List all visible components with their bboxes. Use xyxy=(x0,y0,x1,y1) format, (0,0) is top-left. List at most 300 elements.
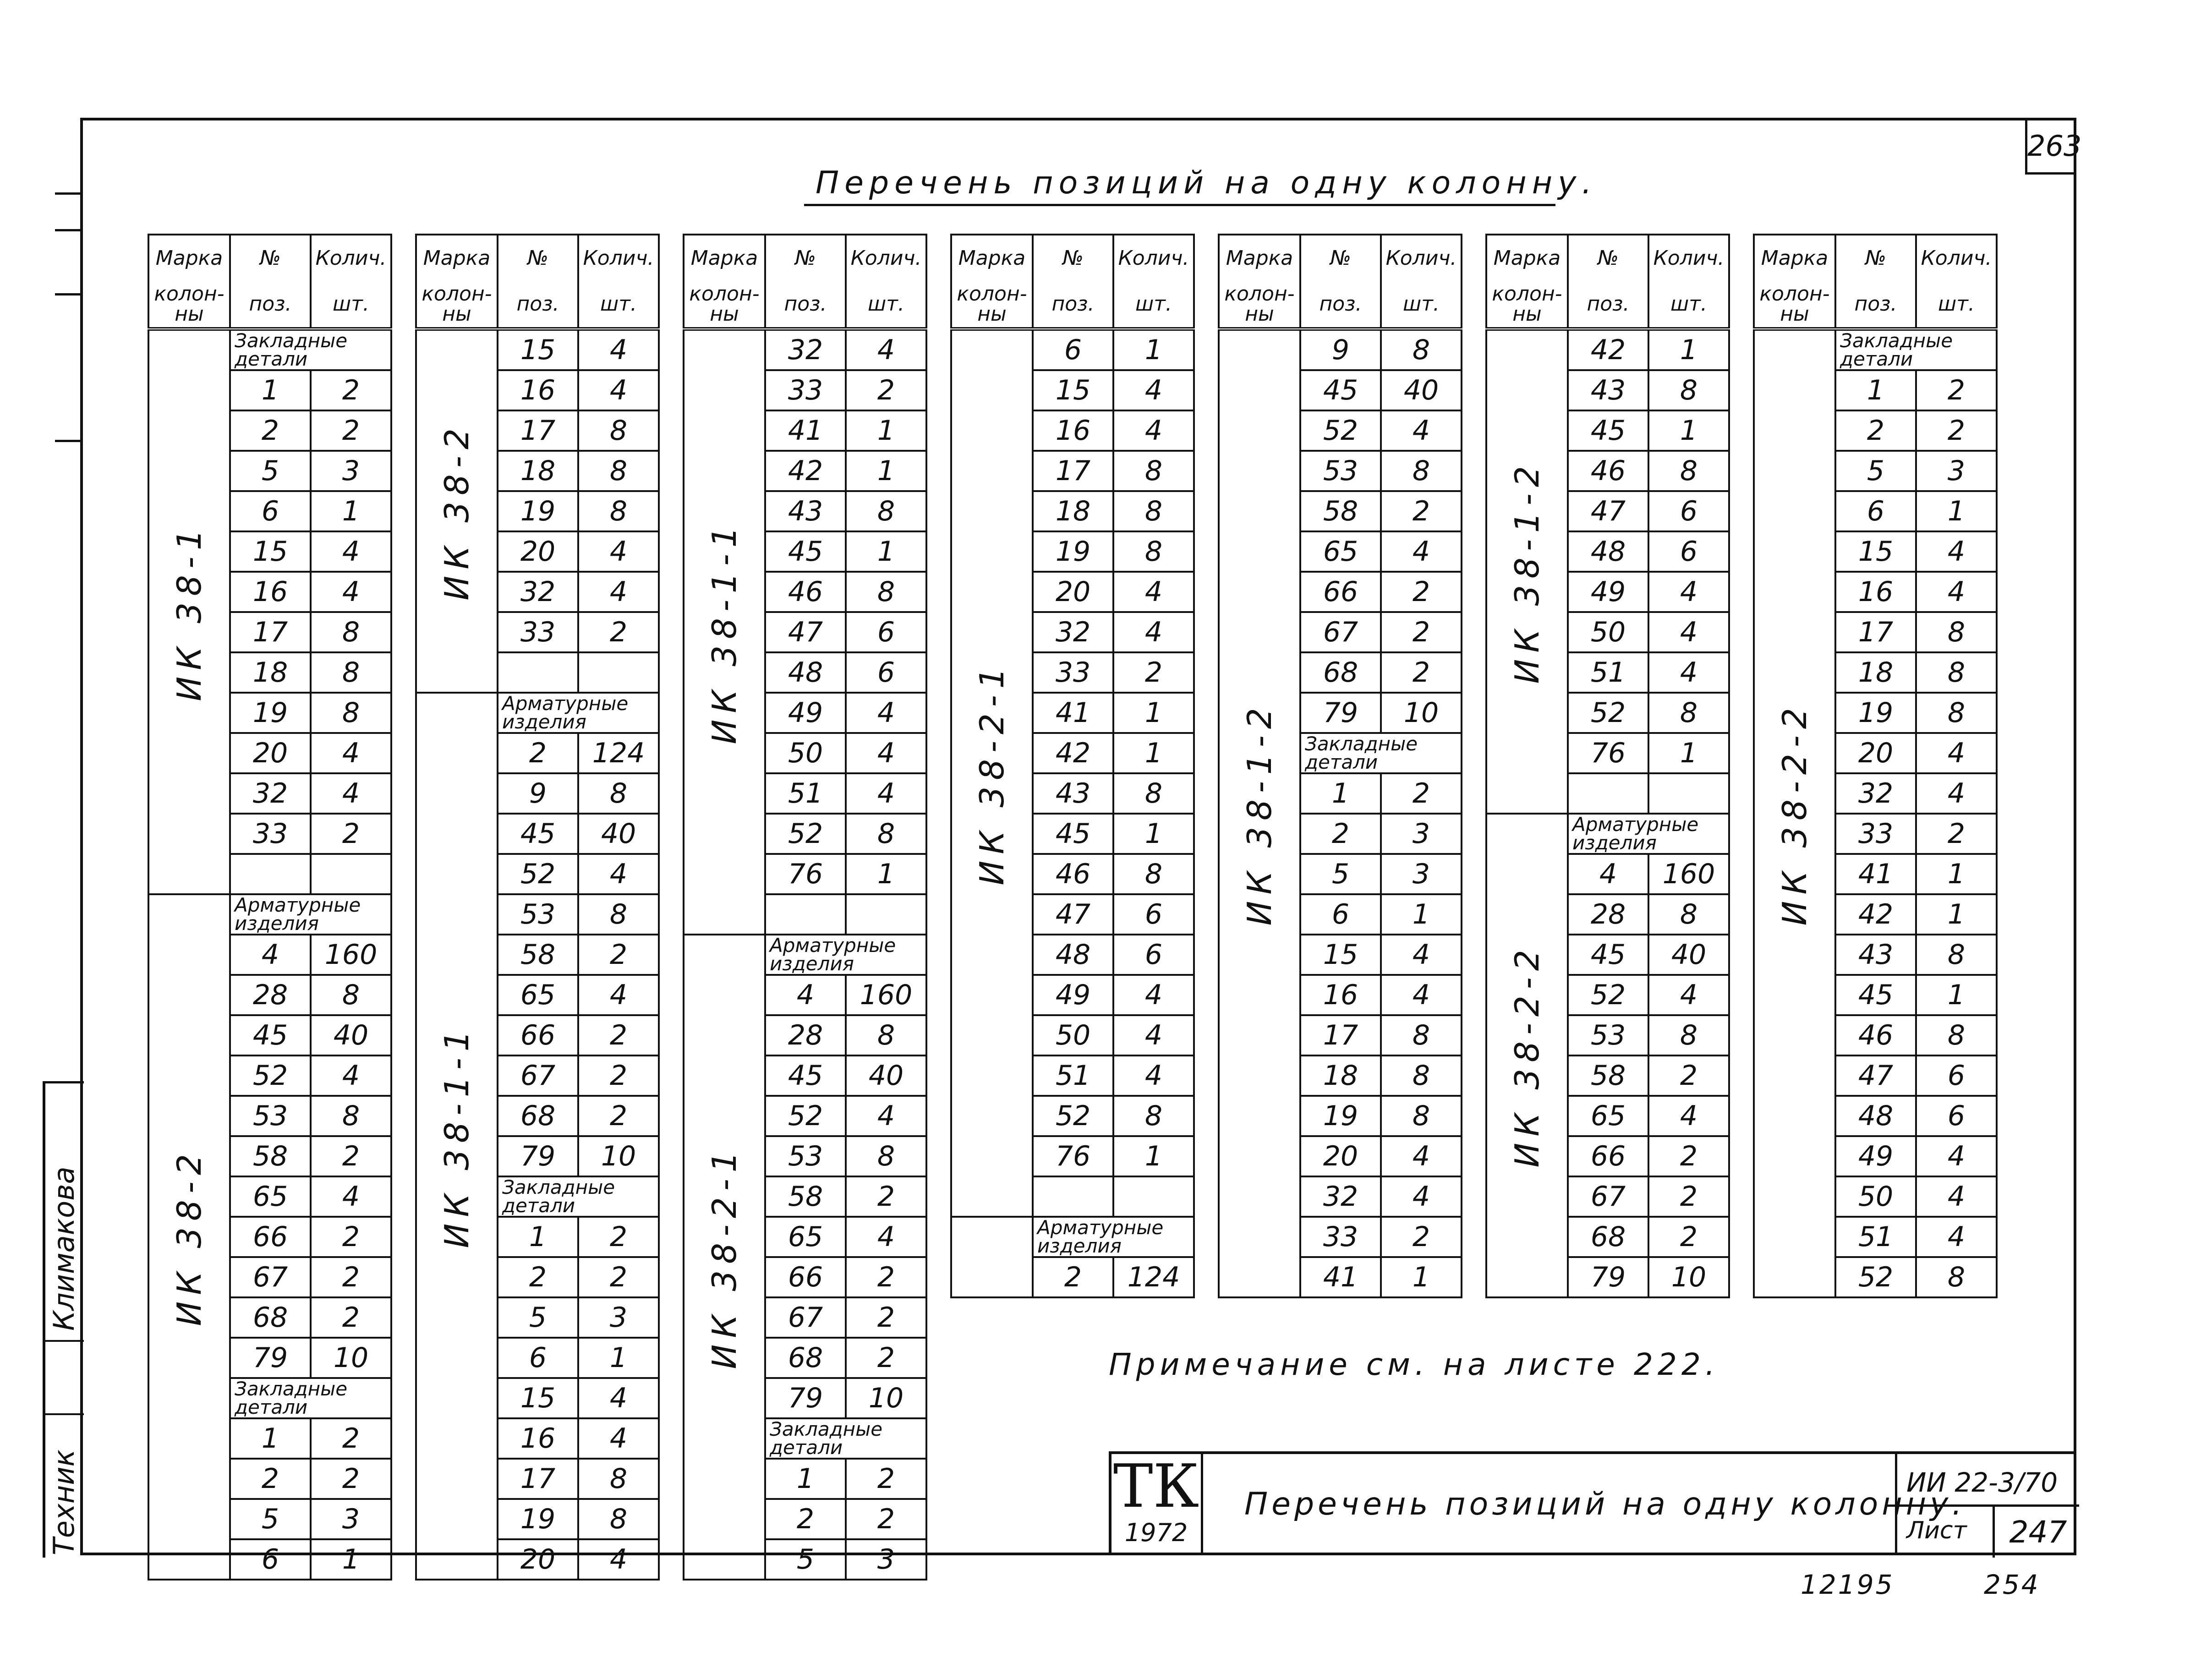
position-cell: 19 xyxy=(1835,693,1916,733)
quantity-cell: 2 xyxy=(578,1096,659,1136)
position-cell: 28 xyxy=(765,1015,846,1055)
position-cell: 42 xyxy=(1835,894,1916,935)
position-cell: 1 xyxy=(765,1459,846,1499)
column-mark: ИК 38-2-1 xyxy=(973,661,1011,886)
position-cell: 76 xyxy=(1033,1136,1113,1176)
quantity-cell: 8 xyxy=(1916,935,1997,975)
column-mark: ИК 38-2-2 xyxy=(1775,701,1814,926)
section-label: Закладные детали xyxy=(230,329,391,370)
position-cell: 16 xyxy=(498,370,578,410)
position-cell: 76 xyxy=(1568,733,1648,773)
position-cell: 2 xyxy=(498,733,578,773)
margin-tick xyxy=(55,293,82,295)
header-cell: шт. xyxy=(1648,281,1729,329)
quantity-cell: 8 xyxy=(1381,1096,1462,1136)
quantity-cell: 3 xyxy=(846,1539,926,1580)
position-cell: 45 xyxy=(1033,814,1113,854)
position-cell: 68 xyxy=(498,1096,578,1136)
position-cell: 16 xyxy=(498,1418,578,1459)
quantity-cell: 10 xyxy=(578,1136,659,1176)
quantity-cell: 4 xyxy=(578,1539,659,1580)
position-cell: 42 xyxy=(765,451,846,491)
quantity-cell: 2 xyxy=(311,1136,391,1176)
quantity-cell: 2 xyxy=(578,612,659,652)
header-cell: шт. xyxy=(846,281,926,329)
position-cell: 18 xyxy=(1033,491,1113,531)
position-cell: 52 xyxy=(498,854,578,894)
stamp-title: Перечень позиций на одну колонну. xyxy=(1244,1486,1966,1522)
position-cell: 65 xyxy=(498,975,578,1015)
title-block xyxy=(1109,1451,2076,1555)
logo-letters: ТК xyxy=(1113,1451,1199,1521)
quantity-cell: 40 xyxy=(1648,935,1729,975)
quantity-cell: 2 xyxy=(578,1217,659,1257)
quantity-cell: 1 xyxy=(1381,894,1462,935)
position-cell: 20 xyxy=(1033,572,1113,612)
quantity-cell: 4 xyxy=(1113,1055,1194,1096)
quantity-cell: 4 xyxy=(1648,1096,1729,1136)
column-mark: ИК 38-1-1 xyxy=(438,1024,476,1248)
strip-divider xyxy=(45,1340,84,1342)
column-mark-cell xyxy=(416,329,498,693)
header-cell: Марка xyxy=(416,235,498,281)
position-cell: 47 xyxy=(1033,894,1113,935)
position-cell xyxy=(1568,773,1648,814)
position-cell: 32 xyxy=(498,572,578,612)
position-cell: 51 xyxy=(1033,1055,1113,1096)
header-cell: Колич. xyxy=(1381,235,1462,281)
position-cell: 41 xyxy=(1300,1257,1381,1297)
quantity-cell: 2 xyxy=(311,814,391,854)
header-cell: № xyxy=(1568,235,1648,281)
header-cell: Колич. xyxy=(1916,235,1997,281)
logo-year: 1972 xyxy=(1124,1518,1188,1547)
signature-strip xyxy=(43,1081,84,1558)
quantity-cell: 4 xyxy=(578,854,659,894)
position-cell: 66 xyxy=(498,1015,578,1055)
position-cell: 28 xyxy=(1568,894,1648,935)
header-cell: поз. xyxy=(1300,281,1381,329)
tk-logo xyxy=(1111,1451,1203,1555)
position-cell: 2 xyxy=(230,410,311,451)
position-cell: 50 xyxy=(1835,1176,1916,1217)
table-row xyxy=(951,1217,1194,1257)
quantity-cell: 8 xyxy=(846,491,926,531)
position-cell: 18 xyxy=(1300,1055,1381,1096)
position-cell: 28 xyxy=(230,975,311,1015)
quantity-cell: 8 xyxy=(1916,612,1997,652)
position-cell: 17 xyxy=(1300,1015,1381,1055)
quantity-cell: 8 xyxy=(1916,1015,1997,1055)
column-mark-cell xyxy=(951,1217,1033,1297)
quantity-cell: 8 xyxy=(846,1015,926,1055)
quantity-cell: 4 xyxy=(846,733,926,773)
table-row xyxy=(1754,329,1997,370)
position-cell: 50 xyxy=(1033,1015,1113,1055)
position-cell: 5 xyxy=(1835,451,1916,491)
position-cell: 1 xyxy=(230,1418,311,1459)
series-code: ИИ 22-3/70 xyxy=(1906,1467,2058,1498)
quantity-cell: 160 xyxy=(1648,854,1729,894)
quantity-cell: 2 xyxy=(1648,1136,1729,1176)
column-mark-cell xyxy=(1754,329,1835,1297)
sheet-label: Лист xyxy=(1906,1517,1967,1544)
header-cell: Колич. xyxy=(578,235,659,281)
position-cell: 32 xyxy=(765,329,846,370)
quantity-cell: 8 xyxy=(311,693,391,733)
quantity-cell: 2 xyxy=(846,1297,926,1338)
header-cell: Колич. xyxy=(311,235,391,281)
quantity-cell: 4 xyxy=(311,1055,391,1096)
quantity-cell: 8 xyxy=(1113,773,1194,814)
quantity-cell: 124 xyxy=(1113,1257,1194,1297)
position-cell: 49 xyxy=(1835,1136,1916,1176)
header-cell: № xyxy=(230,235,311,281)
quantity-cell: 8 xyxy=(1916,652,1997,693)
position-cell: 58 xyxy=(765,1176,846,1217)
position-cell: 52 xyxy=(1033,1096,1113,1136)
position-cell: 41 xyxy=(1033,693,1113,733)
quantity-cell: 3 xyxy=(311,1499,391,1539)
section-label: Закладные детали xyxy=(1300,733,1462,773)
header-cell: № xyxy=(1300,235,1381,281)
position-cell: 53 xyxy=(765,1136,846,1176)
position-cell: 51 xyxy=(1568,652,1648,693)
quantity-cell: 1 xyxy=(1916,894,1997,935)
position-cell: 20 xyxy=(498,531,578,572)
quantity-cell: 40 xyxy=(578,814,659,854)
position-cell: 66 xyxy=(765,1257,846,1297)
quantity-cell: 2 xyxy=(1381,491,1462,531)
quantity-cell: 40 xyxy=(1381,370,1462,410)
position-cell: 65 xyxy=(230,1176,311,1217)
quantity-cell: 6 xyxy=(1648,491,1729,531)
position-cell: 51 xyxy=(765,773,846,814)
sheet-row xyxy=(1897,1504,2079,1558)
column-mark: ИК 38-2-1 xyxy=(705,1145,744,1369)
position-cell: 79 xyxy=(1300,693,1381,733)
quantity-cell: 2 xyxy=(311,1459,391,1499)
quantity-cell: 2 xyxy=(578,1257,659,1297)
header-cell: № xyxy=(1033,235,1113,281)
position-cell: 46 xyxy=(1835,1015,1916,1055)
position-cell: 53 xyxy=(1300,451,1381,491)
quantity-cell: 40 xyxy=(311,1015,391,1055)
quantity-cell: 4 xyxy=(578,329,659,370)
quantity-cell: 4 xyxy=(1916,1176,1997,1217)
quantity-cell: 1 xyxy=(1648,733,1729,773)
position-cell: 45 xyxy=(1835,975,1916,1015)
header-cell: № xyxy=(1835,235,1916,281)
quantity-cell: 8 xyxy=(1113,854,1194,894)
quantity-cell: 6 xyxy=(846,612,926,652)
quantity-cell: 8 xyxy=(1648,1015,1729,1055)
quantity-cell: 2 xyxy=(311,1297,391,1338)
position-cell: 79 xyxy=(498,1136,578,1176)
quantity-cell: 2 xyxy=(1113,652,1194,693)
quantity-cell: 1 xyxy=(1113,329,1194,370)
header-cell: колон-ны xyxy=(684,281,765,329)
section-label: Арматурные изделия xyxy=(1568,814,1729,854)
quantity-cell: 8 xyxy=(1381,451,1462,491)
position-cell: 19 xyxy=(230,693,311,733)
section-label: Закладные детали xyxy=(765,1418,926,1459)
position-cell: 1 xyxy=(1300,773,1381,814)
quantity-cell: 2 xyxy=(1381,1217,1462,1257)
position-cell: 66 xyxy=(1300,572,1381,612)
quantity-cell: 1 xyxy=(846,531,926,572)
position-cell: 1 xyxy=(1835,370,1916,410)
quantity-cell: 10 xyxy=(846,1378,926,1418)
column-mark: ИК 38-1 xyxy=(170,523,208,701)
margin-tick xyxy=(55,229,82,231)
position-cell: 15 xyxy=(1300,935,1381,975)
quantity-cell: 3 xyxy=(1381,814,1462,854)
quantity-cell: 1 xyxy=(1113,1136,1194,1176)
position-cell: 45 xyxy=(765,1055,846,1096)
position-cell: 4 xyxy=(1568,854,1648,894)
position-cell: 6 xyxy=(230,491,311,531)
quantity-cell: 2 xyxy=(846,1257,926,1297)
quantity-cell: 160 xyxy=(311,935,391,975)
header-cell: поз. xyxy=(1835,281,1916,329)
position-cell: 20 xyxy=(230,733,311,773)
quantity-cell: 2 xyxy=(846,1499,926,1539)
column-mark-cell xyxy=(148,894,230,1580)
position-cell: 46 xyxy=(1033,854,1113,894)
quantity-cell: 4 xyxy=(311,773,391,814)
position-cell: 5 xyxy=(765,1539,846,1580)
position-cell: 17 xyxy=(1033,451,1113,491)
position-cell: 18 xyxy=(498,451,578,491)
position-cell xyxy=(498,652,578,693)
column-mark-cell xyxy=(1219,329,1300,1297)
quantity-cell: 4 xyxy=(1113,612,1194,652)
position-cell: 18 xyxy=(230,652,311,693)
position-cell: 15 xyxy=(1033,370,1113,410)
quantity-cell: 8 xyxy=(311,1096,391,1136)
quantity-cell: 10 xyxy=(311,1338,391,1378)
stamp-code-block xyxy=(1895,1454,2079,1555)
quantity-cell: 4 xyxy=(1381,975,1462,1015)
quantity-cell: 4 xyxy=(1916,572,1997,612)
column-table xyxy=(950,234,1195,1298)
quantity-cell: 3 xyxy=(1916,451,1997,491)
quantity-cell: 4 xyxy=(1648,975,1729,1015)
header-cell: поз. xyxy=(1033,281,1113,329)
position-cell: 9 xyxy=(1300,329,1381,370)
position-cell: 68 xyxy=(1568,1217,1648,1257)
header-cell: шт. xyxy=(1113,281,1194,329)
position-cell: 6 xyxy=(1033,329,1113,370)
table-row xyxy=(416,329,659,370)
position-cell: 5 xyxy=(230,451,311,491)
quantity-cell: 4 xyxy=(578,572,659,612)
section-label: Арматурные изделия xyxy=(1033,1217,1194,1257)
position-cell xyxy=(765,894,846,935)
quantity-cell: 4 xyxy=(1381,531,1462,572)
quantity-cell: 4 xyxy=(1113,1015,1194,1055)
position-cell: 32 xyxy=(230,773,311,814)
header-cell: Марка xyxy=(684,235,765,281)
column-mark: ИК 38-2-2 xyxy=(1508,943,1546,1168)
position-cell: 49 xyxy=(765,693,846,733)
strip-role: Техник xyxy=(47,1449,81,1555)
quantity-cell: 8 xyxy=(578,410,659,451)
quantity-cell: 4 xyxy=(1916,1217,1997,1257)
position-cell: 45 xyxy=(765,531,846,572)
quantity-cell: 8 xyxy=(578,773,659,814)
quantity-cell: 3 xyxy=(1381,854,1462,894)
header-cell: поз. xyxy=(765,281,846,329)
strip-divider xyxy=(45,1413,84,1415)
position-cell: 48 xyxy=(1568,531,1648,572)
quantity-cell: 8 xyxy=(1113,531,1194,572)
column-mark-cell xyxy=(684,935,765,1580)
position-cell: 15 xyxy=(498,329,578,370)
quantity-cell: 8 xyxy=(846,814,926,854)
quantity-cell: 8 xyxy=(311,975,391,1015)
table-row xyxy=(951,329,1194,370)
quantity-cell: 4 xyxy=(1916,1136,1997,1176)
position-cell: 46 xyxy=(765,572,846,612)
position-cell: 4 xyxy=(230,935,311,975)
quantity-cell: 1 xyxy=(846,410,926,451)
position-cell: 52 xyxy=(1568,693,1648,733)
quantity-cell: 8 xyxy=(1648,693,1729,733)
quantity-cell: 4 xyxy=(578,531,659,572)
page-title: Перечень позиций на одну колонну. xyxy=(816,165,1598,201)
column-mark: ИК 38-2 xyxy=(438,422,476,601)
title-underline xyxy=(804,204,1555,206)
position-cell: 50 xyxy=(1568,612,1648,652)
quantity-cell: 3 xyxy=(578,1297,659,1338)
position-cell: 20 xyxy=(1835,733,1916,773)
position-cell: 2 xyxy=(498,1257,578,1297)
quantity-cell: 4 xyxy=(1648,612,1729,652)
position-cell: 52 xyxy=(230,1055,311,1096)
position-cell: 48 xyxy=(765,652,846,693)
quantity-cell: 8 xyxy=(1648,370,1729,410)
header-cell: Марка xyxy=(1486,235,1568,281)
column-mark-cell xyxy=(684,329,765,935)
position-cell: 48 xyxy=(1835,1096,1916,1136)
quantity-cell: 8 xyxy=(578,491,659,531)
column-table xyxy=(1753,234,1998,1298)
quantity-cell: 1 xyxy=(1113,733,1194,773)
header-cell: колон-ны xyxy=(1486,281,1568,329)
position-cell: 43 xyxy=(1033,773,1113,814)
table-row xyxy=(148,894,391,935)
position-cell: 9 xyxy=(498,773,578,814)
header-cell: колон-ны xyxy=(148,281,230,329)
position-cell: 46 xyxy=(1568,451,1648,491)
section-label: Закладные детали xyxy=(1835,329,1997,370)
header-cell: колон-ны xyxy=(951,281,1033,329)
header-cell: Марка xyxy=(951,235,1033,281)
position-cell: 5 xyxy=(1300,854,1381,894)
position-cell: 51 xyxy=(1835,1217,1916,1257)
position-cell xyxy=(230,854,311,894)
quantity-cell: 8 xyxy=(1113,491,1194,531)
position-cell: 33 xyxy=(230,814,311,854)
position-cell: 58 xyxy=(498,935,578,975)
table-row xyxy=(148,329,391,370)
position-cell: 15 xyxy=(230,531,311,572)
quantity-cell xyxy=(1113,1176,1194,1217)
column-mark-cell xyxy=(951,329,1033,1217)
quantity-cell: 4 xyxy=(1648,572,1729,612)
quantity-cell: 6 xyxy=(846,652,926,693)
column-mark: ИК 38-1-1 xyxy=(705,520,744,744)
quantity-cell: 2 xyxy=(311,1257,391,1297)
position-cell: 58 xyxy=(1300,491,1381,531)
quantity-cell: 8 xyxy=(1648,451,1729,491)
position-cell: 68 xyxy=(230,1297,311,1338)
table-row xyxy=(684,329,926,370)
quantity-cell: 8 xyxy=(1381,1055,1462,1096)
quantity-cell: 2 xyxy=(578,1015,659,1055)
position-cell: 5 xyxy=(230,1499,311,1539)
column-mark: ИК 38-1-2 xyxy=(1508,459,1546,684)
quantity-cell: 1 xyxy=(1648,329,1729,370)
header-cell: шт. xyxy=(311,281,391,329)
position-cell: 67 xyxy=(498,1055,578,1096)
position-cell: 5 xyxy=(498,1297,578,1338)
quantity-cell: 2 xyxy=(1381,773,1462,814)
position-cell: 79 xyxy=(765,1378,846,1418)
position-cell: 2 xyxy=(1033,1257,1113,1297)
position-cell: 58 xyxy=(230,1136,311,1176)
quantity-cell: 4 xyxy=(311,531,391,572)
note-text: Примечание см. на листе 222. xyxy=(1109,1347,1719,1382)
quantity-cell: 1 xyxy=(1113,814,1194,854)
quantity-cell: 2 xyxy=(1648,1217,1729,1257)
column-table xyxy=(415,234,660,1580)
position-cell: 33 xyxy=(1300,1217,1381,1257)
quantity-cell: 8 xyxy=(846,1136,926,1176)
quantity-cell: 4 xyxy=(846,329,926,370)
section-label: Закладные детали xyxy=(230,1378,391,1418)
column-table xyxy=(683,234,927,1580)
position-cell: 2 xyxy=(1300,814,1381,854)
bottom-number-right: 254 xyxy=(1984,1569,2040,1600)
position-cell: 65 xyxy=(1568,1096,1648,1136)
quantity-cell: 124 xyxy=(578,733,659,773)
quantity-cell: 8 xyxy=(578,1459,659,1499)
quantity-cell: 6 xyxy=(1916,1055,1997,1096)
quantity-cell: 8 xyxy=(1648,894,1729,935)
header-cell: шт. xyxy=(578,281,659,329)
quantity-cell: 4 xyxy=(846,773,926,814)
quantity-cell: 8 xyxy=(846,572,926,612)
position-cell: 1 xyxy=(230,370,311,410)
quantity-cell: 8 xyxy=(1916,693,1997,733)
section-label: Арматурные изделия xyxy=(498,693,659,733)
position-cell: 15 xyxy=(1835,531,1916,572)
position-cell: 53 xyxy=(1568,1015,1648,1055)
header-cell: шт. xyxy=(1381,281,1462,329)
position-cell: 16 xyxy=(1300,975,1381,1015)
position-cell: 2 xyxy=(765,1499,846,1539)
quantity-cell: 4 xyxy=(1381,1176,1462,1217)
position-cell: 33 xyxy=(765,370,846,410)
position-cell: 15 xyxy=(498,1378,578,1418)
quantity-cell: 4 xyxy=(1113,370,1194,410)
column-mark: ИК 38-2 xyxy=(170,1148,208,1326)
position-cell: 65 xyxy=(1300,531,1381,572)
quantity-cell: 2 xyxy=(1381,572,1462,612)
